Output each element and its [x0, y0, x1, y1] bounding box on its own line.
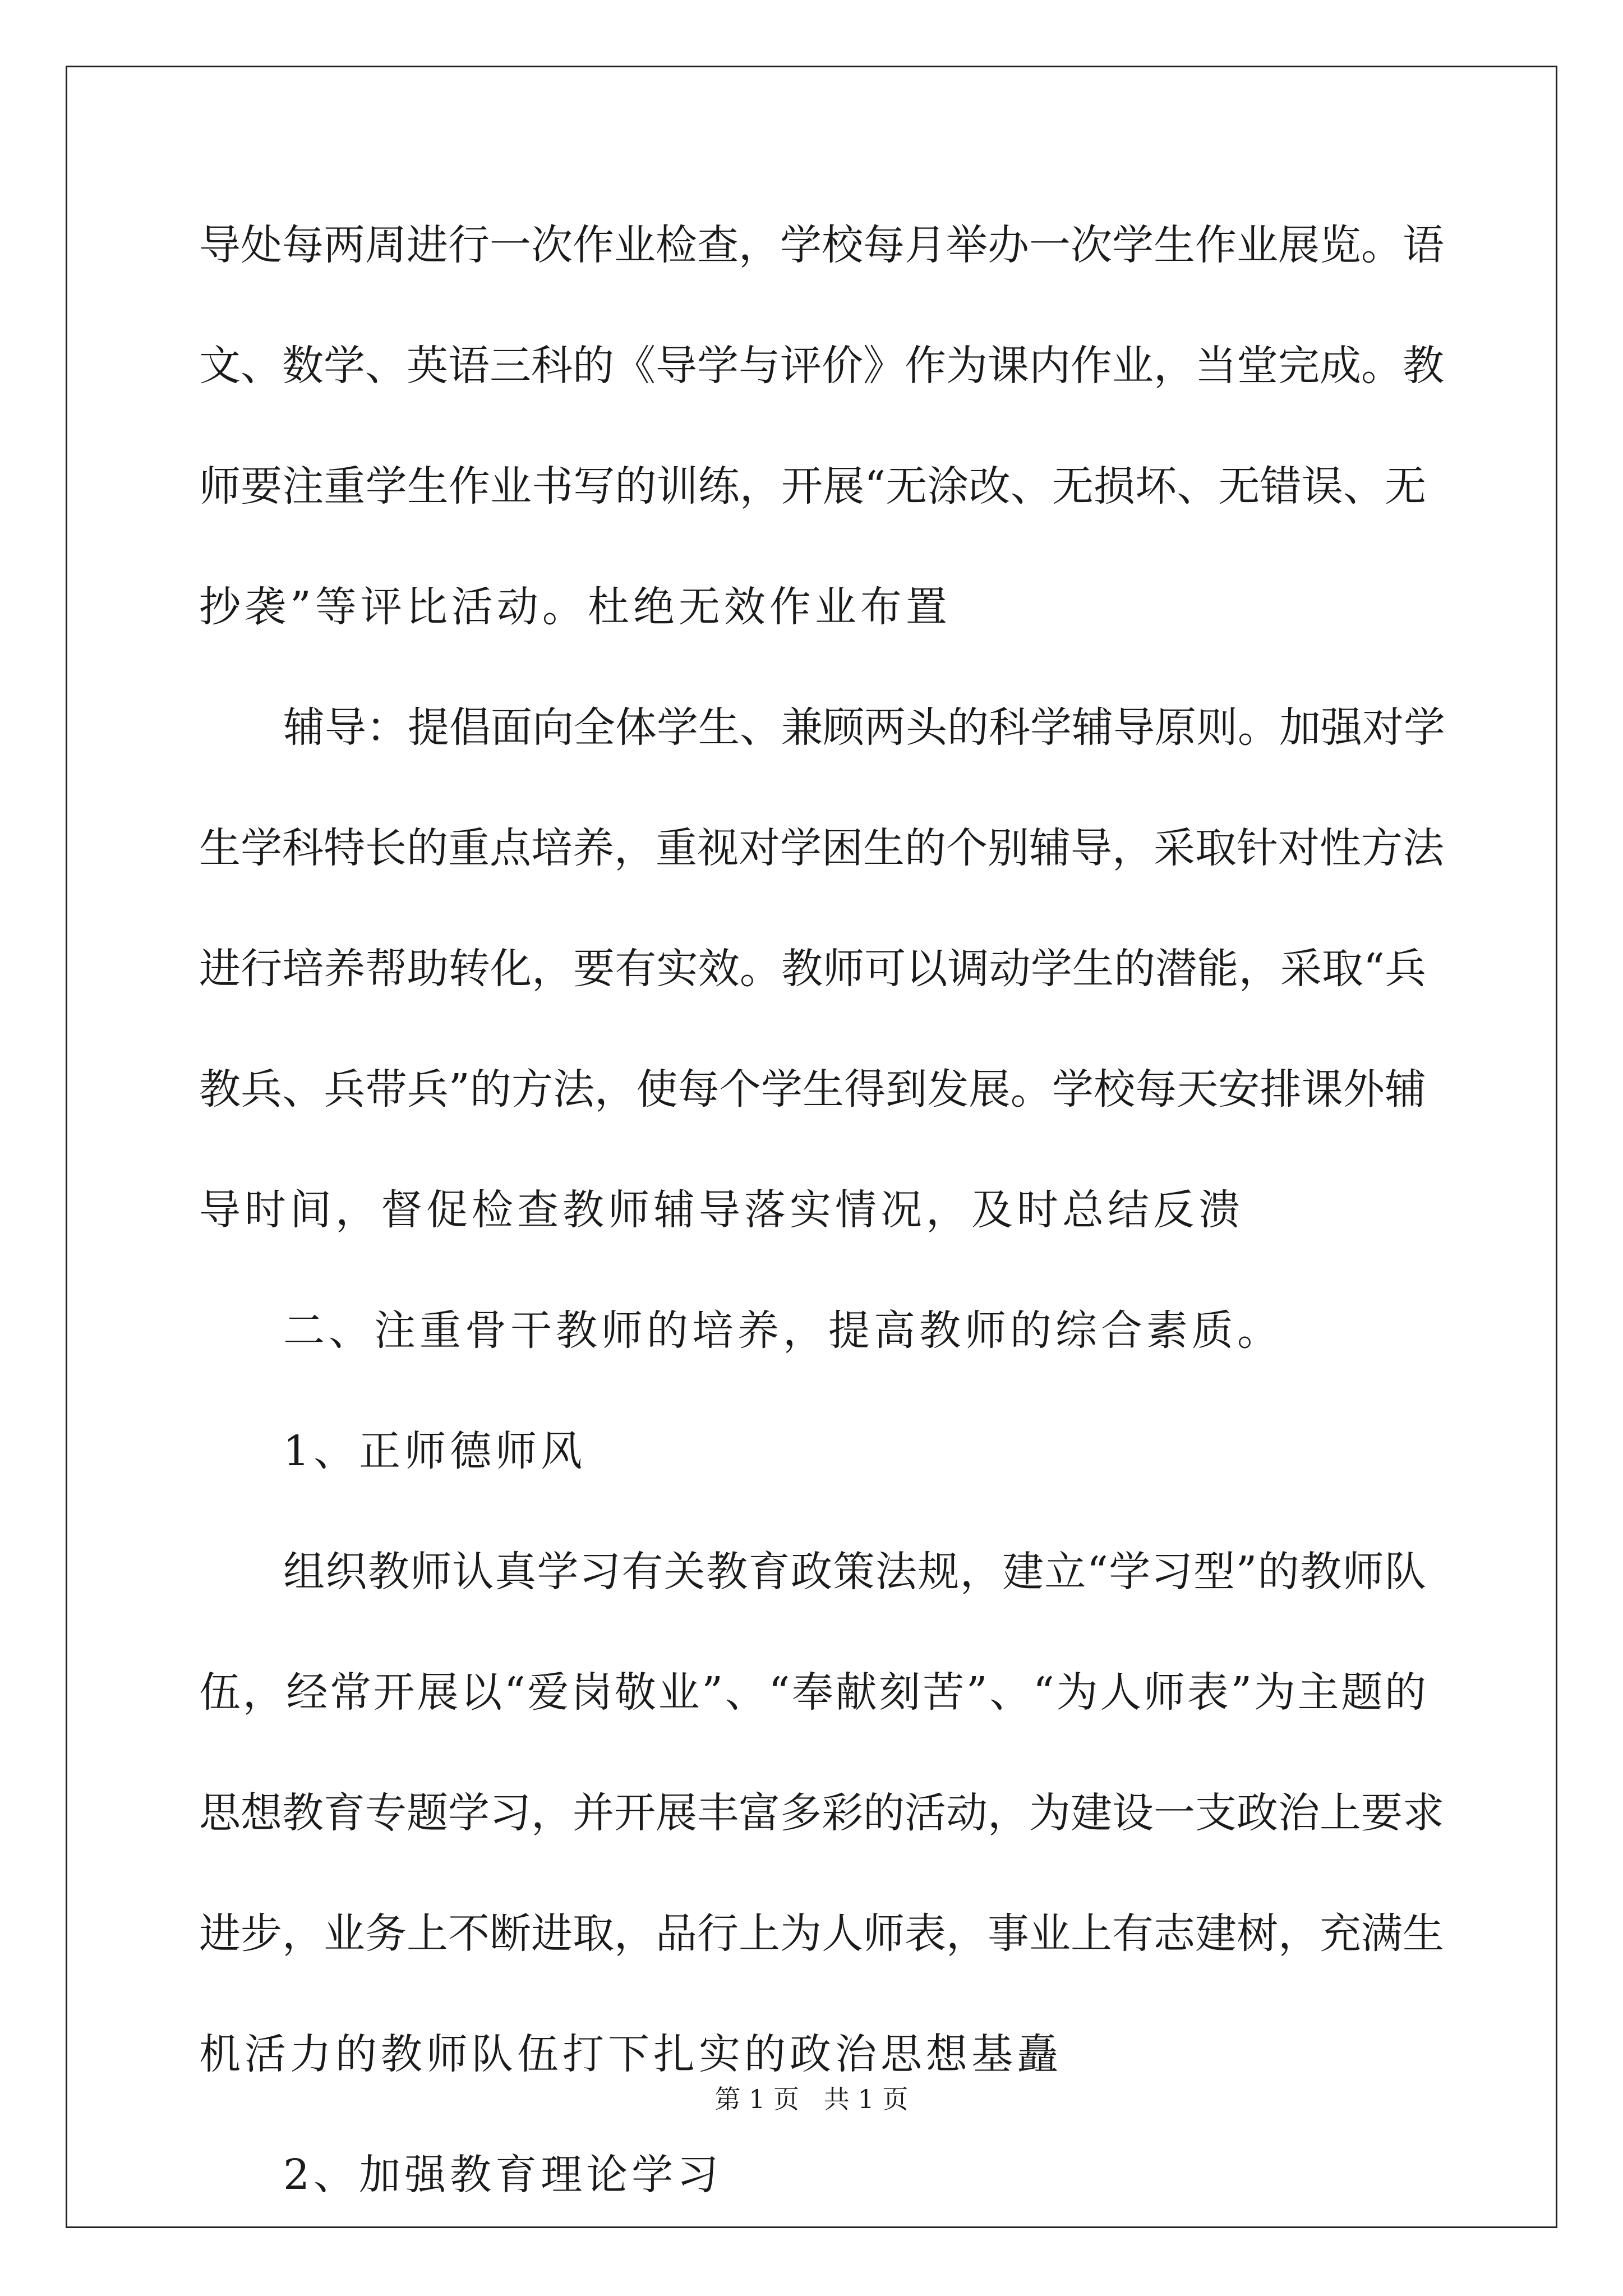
- text-line: 思想教育专题学习，并开展丰富多彩的活动，为建设一支政治上要求: [199, 1789, 1444, 1837]
- text-line: 组织教师认真学习有关教育政策法规，建立“学习型”的教师队: [283, 1548, 1426, 1596]
- page-number-label: 第 1 页 共 1 页: [714, 2084, 909, 2114]
- text-line: 进步，业务上不断进取，品行上为人师表，事业上有志建树，充满生: [199, 1910, 1444, 1958]
- text-line: 生学科特长的重点培养，重视对学困生的个别辅导，采取针对性方法: [199, 824, 1444, 872]
- text-line: 抄袭”等评比活动。杜绝无效作业布置: [199, 583, 951, 631]
- page-footer: [0, 2082, 1623, 2116]
- subsection-heading: 2、加强教育理论学习: [283, 2151, 723, 2199]
- text-line: 伍，经常开展以“爱岗敬业”、“奉献刻苦”、“为人师表”为主题的: [199, 1668, 1426, 1717]
- text-line: 进行培养帮助转化，要有实效。教师可以调动学生的潜能，采取“兵: [199, 945, 1426, 993]
- text-line: 辅导：提倡面向全体学生、兼顾两头的科学辅导原则。加强对学: [283, 703, 1445, 752]
- section-heading: 二、注重骨干教师的培养，提高教师的综合素质。: [283, 1306, 1283, 1355]
- text-line: 导时间，督促检查教师辅导落实情况，及时总结反溃: [199, 1186, 1244, 1234]
- text-line: 导处每两周进行一次作业检查，学校每月举办一次学生作业展览。语: [199, 221, 1444, 269]
- text-line: 师要注重学生作业书写的训练，开展“无涂改、无损坏、无错误、无: [199, 462, 1426, 510]
- text-line: 机活力的教师队伍打下扎实的政治思想基矗: [199, 2030, 1062, 2078]
- subsection-heading: 1、正师德师风: [283, 1427, 587, 1475]
- text-line: 文、数学、英语三科的《导学与评价》作为课内作业，当堂完成。教: [199, 342, 1444, 390]
- text-line: 教兵、兵带兵”的方法，使每个学生得到发展。学校每天安排课外辅: [199, 1065, 1426, 1114]
